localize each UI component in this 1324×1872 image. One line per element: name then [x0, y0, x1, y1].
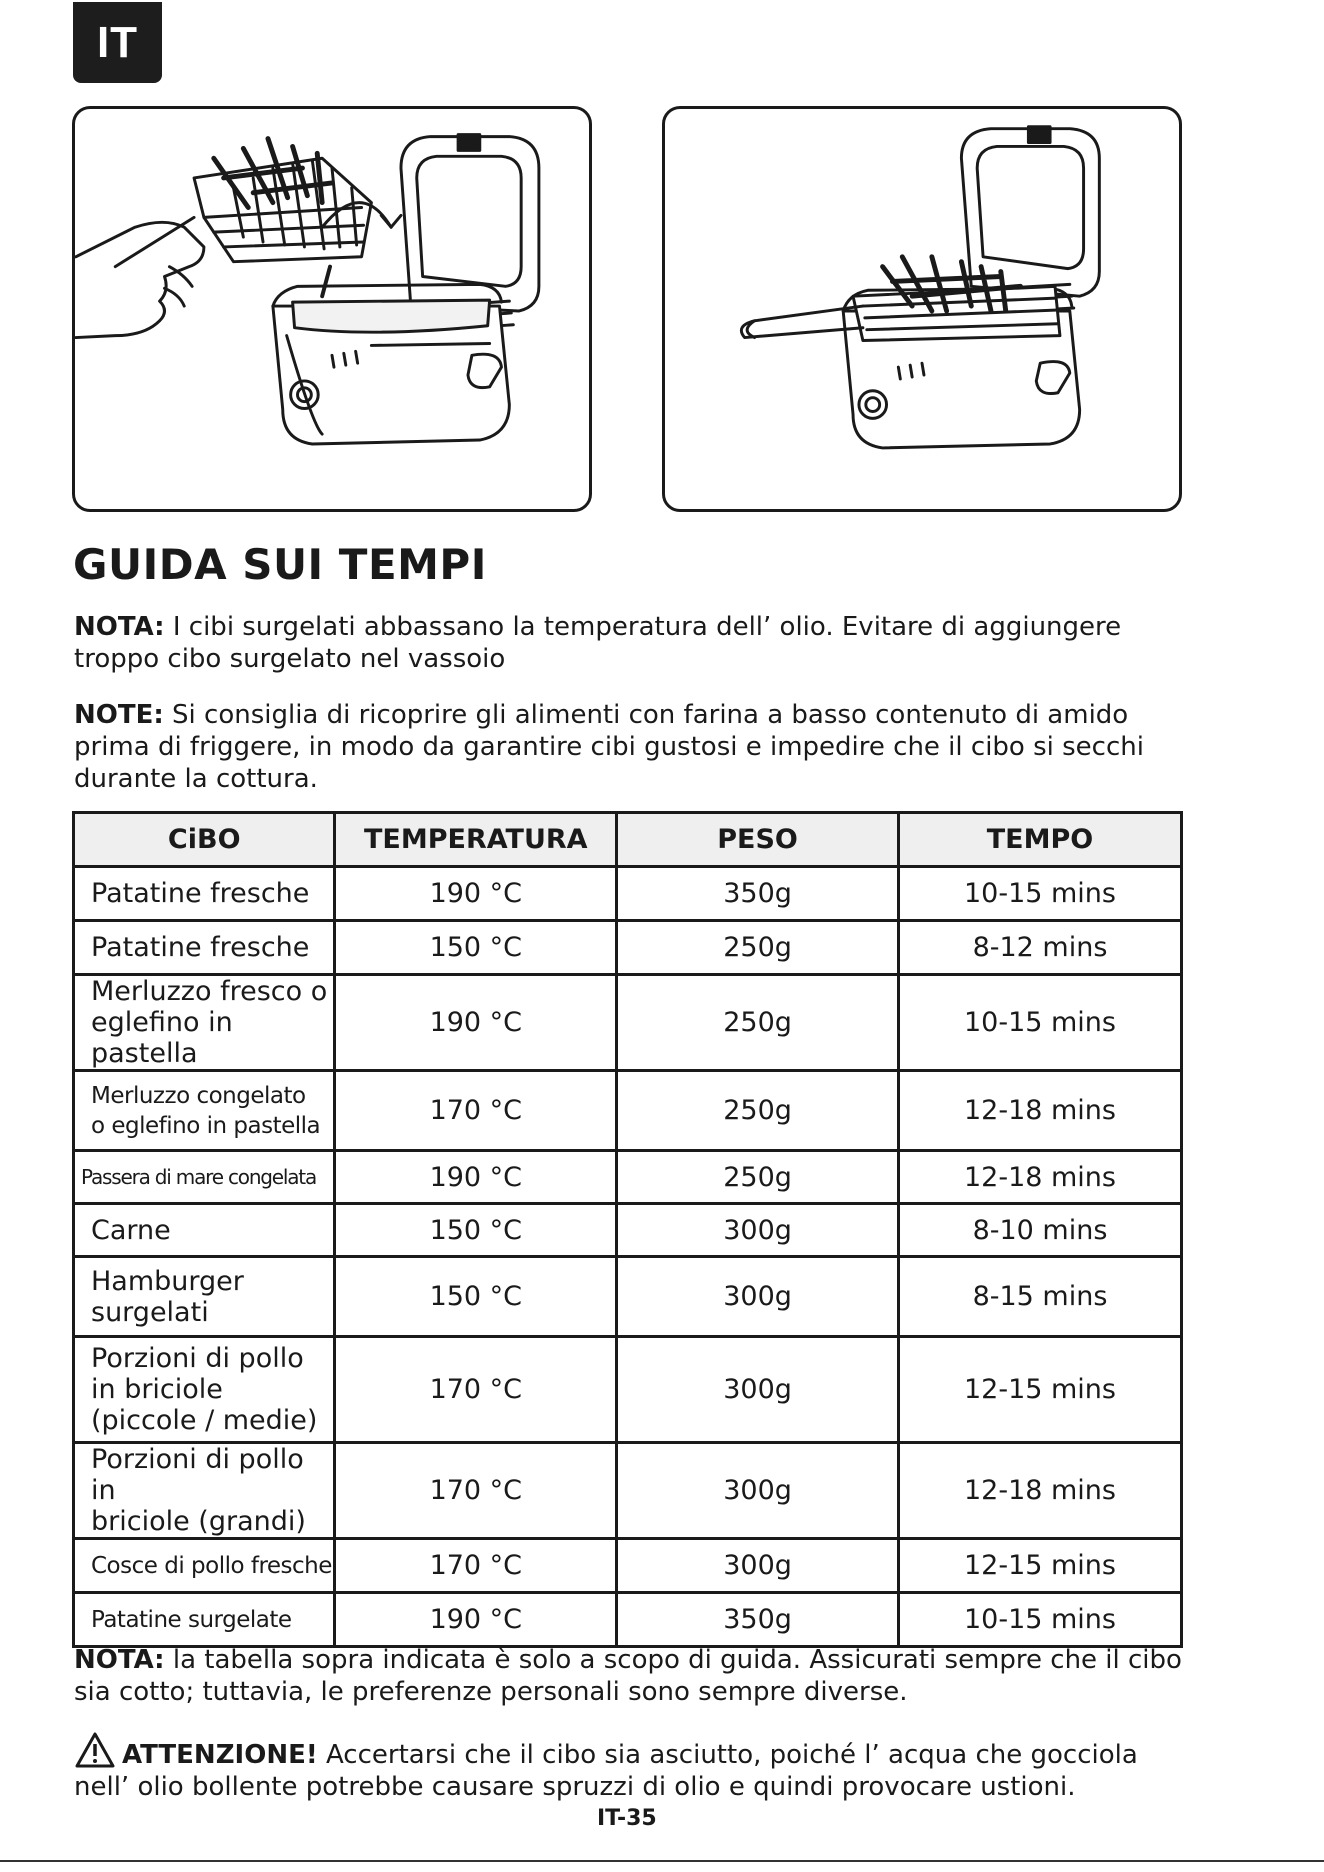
food-name-line: surgelati [91, 1296, 209, 1328]
warning-triangle-icon [74, 1731, 116, 1769]
cell-food [74, 1257, 335, 1337]
fryer-basket-inside-image [665, 109, 1179, 509]
warning-text: Accertarsi che il cibo sia asciutto, poiché l’ acqua che gocciola nell’ olio bollente potrebbe causare spruzzi di olio e quindi provocare ustioni. [74, 1740, 1138, 1802]
cell-food [74, 921, 335, 975]
table-row [74, 1539, 1182, 1593]
food-name-line: in briciole [91, 1374, 223, 1405]
cell-time: 10-15 mins [898, 1593, 1181, 1647]
food-name-line: (piccole / medie) [91, 1405, 318, 1436]
note-label: NOTA: [74, 1645, 165, 1675]
note-flour-coating [74, 699, 1184, 795]
cell-temperature: 170 °C [335, 1071, 617, 1151]
cell-weight: 350g [617, 1593, 899, 1647]
table-row [74, 1337, 1182, 1443]
cell-food [74, 1593, 335, 1647]
cell-temperature: 150 °C [335, 921, 617, 975]
food-name-line: Porzioni di pollo in [91, 1444, 304, 1506]
food-name-line: Carne [91, 1214, 171, 1246]
note-text: la tabella sopra indicata è solo a scopo di guida. Assicurati sempre che il cibo sia cotto; tuttavia, le preferenze personali sono sempre diverse. [74, 1645, 1182, 1707]
cell-weight: 300g [617, 1539, 899, 1593]
cell-time: 12-15 mins [898, 1337, 1181, 1443]
table-row [74, 867, 1182, 921]
cell-food [74, 1204, 335, 1257]
note-frozen-food [74, 611, 1184, 675]
warning-label: ATTENZIONE! [122, 1740, 318, 1770]
cell-food [74, 867, 335, 921]
cell-time: 8-10 mins [898, 1204, 1181, 1257]
cell-temperature: 170 °C [335, 1443, 617, 1539]
table-row [74, 1204, 1182, 1257]
food-name-line: Merluzzo fresco o [91, 976, 328, 1007]
cell-time: 12-18 mins [898, 1071, 1181, 1151]
header-temperature: TEMPERATURA [335, 813, 617, 867]
cell-weight: 300g [617, 1257, 899, 1337]
note-label: NOTA: [74, 612, 165, 642]
note-label: NOTE: [74, 700, 164, 730]
cell-food [74, 1151, 335, 1204]
cell-temperature: 150 °C [335, 1257, 617, 1337]
cell-time: 10-15 mins [898, 975, 1181, 1071]
food-name-line: briciole (grandi) [91, 1506, 306, 1537]
cell-weight: 300g [617, 1204, 899, 1257]
food-name-line: Cosce di pollo fresche [91, 1552, 332, 1579]
cell-weight: 250g [617, 1151, 899, 1204]
cell-time: 10-15 mins [898, 867, 1181, 921]
cell-time: 12-15 mins [898, 1539, 1181, 1593]
header-food: CiBO [74, 813, 335, 867]
food-name-line: Hamburger [91, 1265, 244, 1297]
table-row [74, 1257, 1182, 1337]
cell-temperature: 170 °C [335, 1539, 617, 1593]
cell-time: 8-15 mins [898, 1257, 1181, 1337]
cell-temperature: 190 °C [335, 1151, 617, 1204]
section-title: GUIDA SUI TEMPI [73, 540, 487, 589]
cell-time: 12-18 mins [898, 1151, 1181, 1204]
cell-temperature: 190 °C [335, 867, 617, 921]
table-row [74, 975, 1182, 1071]
food-name-line: eglefino in pastella [91, 1007, 233, 1069]
cell-weight: 300g [617, 1337, 899, 1443]
cell-food [74, 1071, 335, 1151]
cell-weight: 300g [617, 1443, 899, 1539]
page-number: IT-35 [597, 1806, 657, 1831]
header-time: TEMPO [898, 813, 1181, 867]
cell-weight: 250g [617, 975, 899, 1071]
cell-food [74, 1539, 335, 1593]
cooking-time-table [72, 811, 1183, 1648]
note-text: Si consiglia di ricoprire gli alimenti con farina a basso contenuto di amido prima di friggere, in modo da garantire cibi gustosi e impedire che il cibo si secchi durante la cottura. [74, 700, 1144, 794]
food-name-line: Patatine fresche [91, 932, 310, 963]
cell-weight: 350g [617, 867, 899, 921]
cell-temperature: 190 °C [335, 975, 617, 1071]
illustration-basket-in-fryer [662, 106, 1182, 512]
table-header-row [74, 813, 1182, 867]
note-table-guidance [74, 1644, 1184, 1708]
cell-food [74, 1443, 335, 1539]
header-weight: PESO [617, 813, 899, 867]
cell-temperature: 190 °C [335, 1593, 617, 1647]
food-name-line: Patatine surgelate [91, 1606, 292, 1633]
table-row [74, 1593, 1182, 1647]
fryer-lowering-basket-image [75, 109, 589, 509]
table-row [74, 921, 1182, 975]
cell-time: 8-12 mins [898, 921, 1181, 975]
illustration-lowering-basket [72, 106, 592, 512]
cell-temperature: 170 °C [335, 1337, 617, 1443]
table-row [74, 1151, 1182, 1204]
table-row [74, 1071, 1182, 1151]
food-name-line: Patatine fresche [91, 878, 310, 909]
note-text: I cibi surgelati abbassano la temperatura dell’ olio. Evitare di aggiungere troppo cibo surgelato nel vassoio [74, 612, 1122, 674]
language-badge: IT [73, 2, 162, 83]
food-name-line: o eglefino in pastella [91, 1112, 321, 1139]
table-row [74, 1443, 1182, 1539]
cell-time: 12-18 mins [898, 1443, 1181, 1539]
footer-rule [0, 1860, 1324, 1862]
cell-food [74, 975, 335, 1071]
warning-paragraph [74, 1731, 1184, 1803]
cell-food [74, 1337, 335, 1443]
food-name-line: Merluzzo congelato [91, 1082, 306, 1109]
food-name-line: Passera di mare congelata [81, 1164, 317, 1189]
food-name-line: Porzioni di pollo [91, 1343, 304, 1374]
cell-weight: 250g [617, 1071, 899, 1151]
cell-weight: 250g [617, 921, 899, 975]
cell-temperature: 150 °C [335, 1204, 617, 1257]
